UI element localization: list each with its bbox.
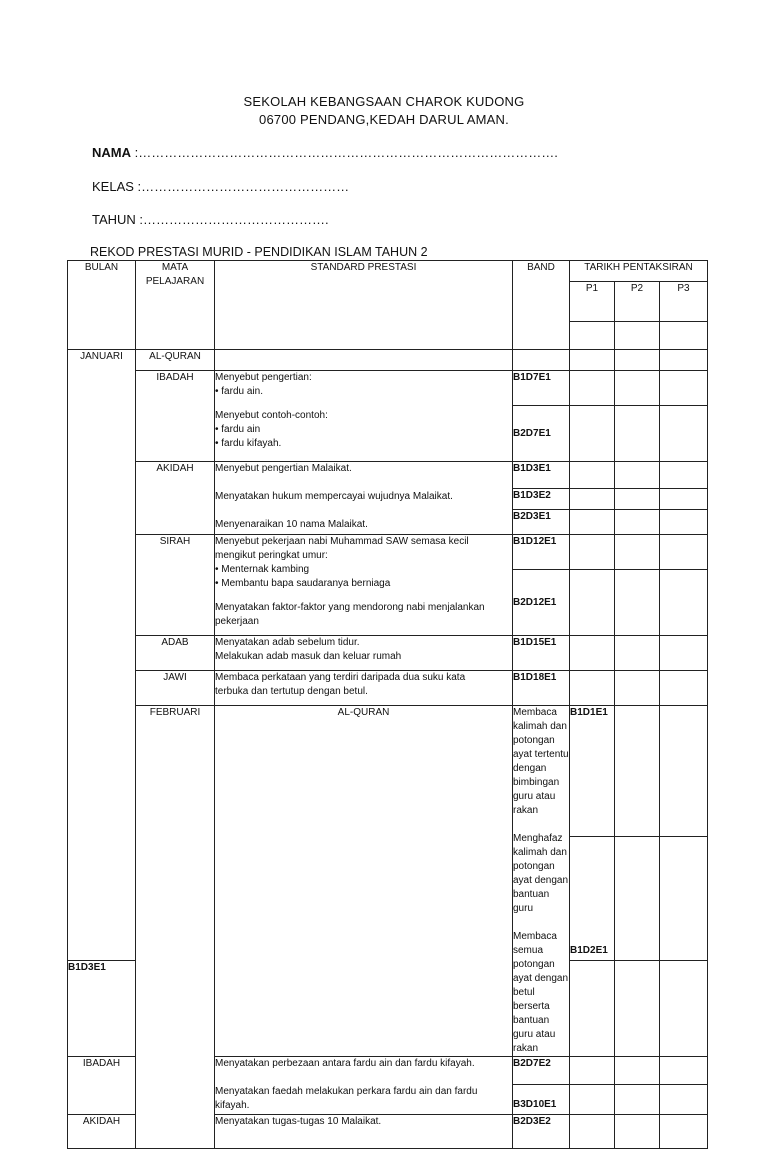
date-cell[interactable] — [660, 462, 708, 489]
date-cell[interactable] — [615, 837, 660, 961]
header-mata-line1: MATA — [161, 262, 189, 273]
standard-adab — [215, 636, 513, 671]
date-cell[interactable] — [660, 1057, 708, 1085]
date-cell[interactable] — [615, 671, 660, 706]
date-cell[interactable] — [660, 510, 708, 535]
date-cell[interactable] — [660, 961, 708, 1057]
kelas-blank: :………………………………………… — [133, 179, 350, 194]
month-januari: JANUARI — [68, 350, 136, 961]
nama-field[interactable] — [92, 145, 558, 160]
standard-akidah — [215, 462, 513, 535]
standard-text: Menyebut pengertian: — [215, 372, 312, 383]
date-cell[interactable] — [570, 1085, 615, 1115]
header-tarikh-pentaksiran: TARIKH PENTAKSIRAN — [570, 261, 708, 282]
standard-text: • Menternak kambing — [215, 564, 310, 575]
date-cell[interactable] — [570, 350, 615, 371]
date-cell[interactable] — [660, 489, 708, 510]
header-mata-line2: PELAJARAN — [145, 276, 205, 287]
standard-text: Menyebut pekerjaan nabi Muhammad SAW semasa kecil — [215, 536, 469, 547]
date-cell[interactable] — [570, 489, 615, 510]
standard-text: Membaca semua potongan ayat dengan betul berserta — [513, 931, 569, 1012]
date-cell[interactable] — [615, 636, 660, 671]
date-cell[interactable] — [660, 837, 708, 961]
date-cell[interactable] — [660, 350, 708, 371]
band-code: B2D7E1 — [513, 406, 570, 462]
date-cell[interactable] — [660, 1085, 708, 1115]
header-bulan: BULAN — [68, 261, 136, 350]
band-code: B3D10E1 — [513, 1085, 570, 1115]
date-cell[interactable] — [615, 462, 660, 489]
date-cell[interactable] — [615, 535, 660, 570]
band-code: B2D12E1 — [513, 570, 570, 636]
standard-text: Menyatakan faktor-faktor yang mendorong nabi menjalankan — [215, 602, 485, 613]
date-cell[interactable] — [570, 961, 615, 1057]
standard-text: Menyatakan perbezaan antara fardu ain dan fardu kifayah. — [215, 1058, 475, 1069]
standard-text: bimbingan guru atau rakan — [513, 777, 560, 816]
band-code: B2D3E2 — [513, 1115, 570, 1149]
date-cell[interactable] — [570, 322, 615, 350]
header-standard-prestasi: STANDARD PRESTASI — [215, 261, 513, 350]
band-code: B1D2E1 — [570, 837, 615, 961]
subject-akidah: AKIDAH — [136, 462, 215, 535]
date-cell[interactable] — [660, 671, 708, 706]
standard-text: Membaca perkataan yang terdiri daripada dua suku kata — [215, 672, 466, 683]
header-p2: P2 — [615, 282, 660, 322]
header-p1: P1 — [570, 282, 615, 322]
standard-al-quran — [513, 706, 570, 1057]
standard-jawi — [215, 671, 513, 706]
nama-label: NAMA — [92, 145, 131, 160]
standard-text: mengikut peringkat umur: — [215, 550, 328, 561]
date-cell[interactable] — [570, 636, 615, 671]
date-cell[interactable] — [615, 706, 660, 837]
band-cell — [513, 350, 570, 371]
date-cell[interactable] — [615, 961, 660, 1057]
date-cell[interactable] — [570, 570, 615, 636]
standard-text: Menyatakan hukum mempercayai wujudnya Malaikat. — [215, 491, 453, 502]
standard-text: Menyatakan adab sebelum tidur. — [215, 637, 360, 648]
date-cell[interactable] — [615, 350, 660, 371]
school-name: SEKOLAH KEBANGSAAN CHAROK KUDONG — [243, 94, 525, 109]
standard-text: • fardu ain — [215, 424, 261, 435]
band-code: B1D3E2 — [513, 489, 570, 510]
standard-sirah — [215, 535, 513, 636]
date-cell[interactable] — [570, 1057, 615, 1085]
nama-blank: :……………………………………………………………………………………. — [131, 145, 558, 160]
date-cell[interactable] — [615, 322, 660, 350]
date-cell[interactable] — [570, 671, 615, 706]
standard-text: Menyatakan faedah melakukan perkara fardu ain dan fardu — [215, 1086, 478, 1097]
date-cell[interactable] — [660, 371, 708, 406]
date-cell[interactable] — [660, 406, 708, 462]
date-cell[interactable] — [570, 406, 615, 462]
standard-text: Menyebut pengertian Malaikat. — [215, 463, 352, 474]
performance-record-table — [67, 260, 708, 1149]
record-title: REKOD PRESTASI MURID - PENDIDIKAN ISLAM TAHUN 2 — [90, 245, 428, 259]
subject-al-quran: AL-QURAN — [136, 350, 215, 371]
subject-ibadah: IBADAH — [136, 371, 215, 462]
subject-sirah: SIRAH — [136, 535, 215, 636]
band-code: B1D12E1 — [513, 535, 570, 570]
standard-text: • fardu kifayah. — [215, 438, 282, 449]
standard-text: terbuka dan tertutup dengan betul. — [215, 686, 368, 697]
standard-text: pekerjaan — [215, 616, 259, 627]
band-code: B1D3E1 — [513, 462, 570, 489]
standard-text: • fardu ain. — [215, 386, 263, 397]
tahun-blank: :……………………………………. — [135, 212, 329, 227]
standard-text: Menyenaraikan 10 nama Malaikat. — [215, 519, 368, 530]
date-cell[interactable] — [570, 510, 615, 535]
standard-cell — [215, 350, 513, 371]
standard-text: bantuan guru atau rakan — [513, 1015, 556, 1054]
date-cell[interactable] — [615, 406, 660, 462]
date-cell[interactable] — [660, 535, 708, 570]
date-cell[interactable] — [570, 1115, 615, 1149]
kelas-field[interactable] — [92, 179, 349, 194]
date-cell[interactable] — [615, 1115, 660, 1149]
subject-al-quran: AL-QURAN — [215, 706, 513, 1057]
date-cell[interactable] — [615, 1085, 660, 1115]
standard-text: Menghafaz kalimah dan potongan ayat dengan bantuan guru — [513, 833, 569, 914]
band-code: B1D18E1 — [513, 671, 570, 706]
header-band: BAND — [513, 261, 570, 350]
standard-ibadah — [215, 1057, 513, 1115]
date-cell[interactable] — [660, 322, 708, 350]
date-cell[interactable] — [570, 535, 615, 570]
date-cell[interactable] — [615, 371, 660, 406]
band-code: B2D3E1 — [513, 510, 570, 535]
band-code: B1D1E1 — [570, 706, 615, 837]
tahun-field[interactable] — [92, 212, 329, 227]
date-cell[interactable] — [660, 706, 708, 837]
date-cell[interactable] — [615, 489, 660, 510]
band-code: B1D3E1 — [68, 961, 136, 1057]
date-cell[interactable] — [615, 1057, 660, 1085]
kelas-label: KELAS — [92, 179, 134, 194]
date-cell[interactable] — [615, 510, 660, 535]
standard-akidah — [215, 1115, 513, 1149]
month-februari: FEBRUARI — [136, 706, 215, 1149]
band-code: B2D7E2 — [513, 1057, 570, 1085]
date-cell[interactable] — [660, 1115, 708, 1149]
band-code: B1D7E1 — [513, 371, 570, 406]
date-cell[interactable] — [570, 462, 615, 489]
tahun-label: TAHUN — [92, 212, 136, 227]
standard-text: Melakukan adab masuk dan keluar rumah — [215, 651, 402, 662]
school-address: 06700 PENDANG,KEDAH DARUL AMAN. — [259, 112, 509, 127]
date-cell[interactable] — [615, 570, 660, 636]
standard-ibadah — [215, 371, 513, 462]
standard-text: Menyebut contoh-contoh: — [215, 410, 328, 421]
date-cell[interactable] — [570, 371, 615, 406]
subject-ibadah: IBADAH — [68, 1057, 136, 1115]
standard-text: Menyatakan tugas-tugas 10 Malaikat. — [215, 1116, 382, 1127]
subject-adab: ADAB — [136, 636, 215, 671]
standard-text: kifayah. — [215, 1100, 250, 1111]
band-code: B1D15E1 — [513, 636, 570, 671]
header-p3: P3 — [660, 282, 708, 322]
date-cell[interactable] — [660, 636, 708, 671]
header-mata-pelajaran — [136, 261, 215, 350]
date-cell[interactable] — [660, 570, 708, 636]
standard-text: • Membantu bapa saudaranya berniaga — [215, 578, 391, 589]
subject-akidah: AKIDAH — [68, 1115, 136, 1149]
subject-jawi: JAWI — [136, 671, 215, 706]
standard-text: Membaca kalimah dan potongan ayat tertentu dengan — [513, 707, 569, 774]
